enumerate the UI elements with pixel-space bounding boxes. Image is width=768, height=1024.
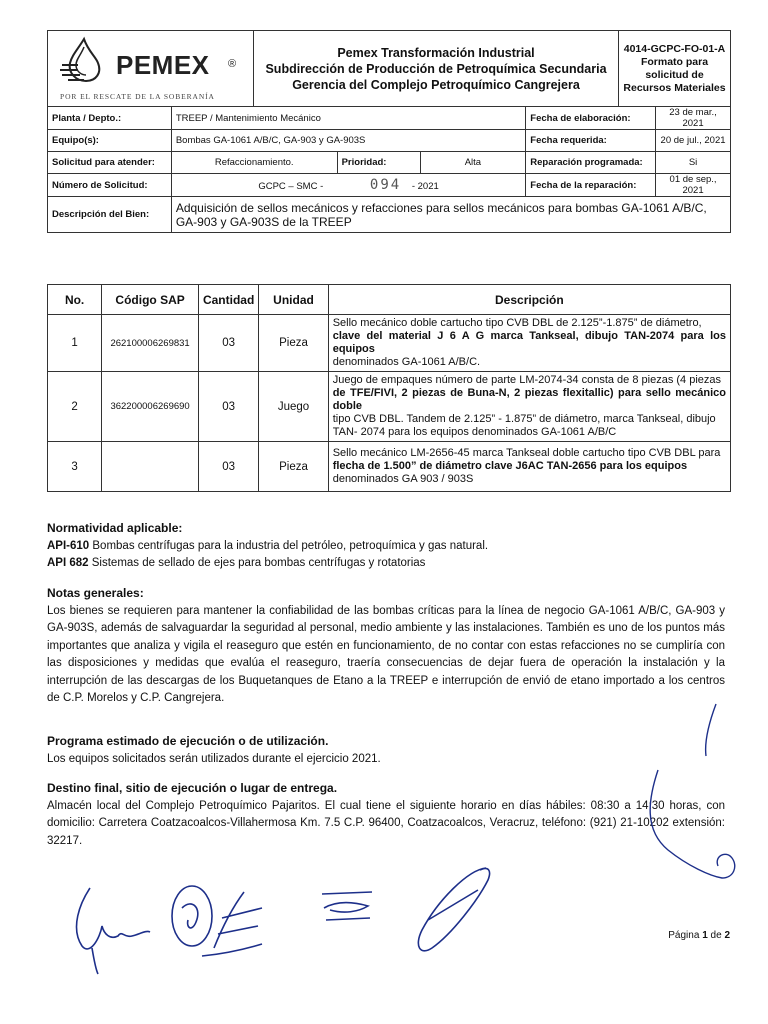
- item-sap: [102, 442, 199, 492]
- item-desc-line: Sello mecánico LM-2656-45 marca Tankseal doble cartucho tipo CVB DBL para: [332, 447, 721, 459]
- item-desc-line: denominados GA 903 / 903S: [332, 473, 474, 485]
- header-title-line3: Gerencia del Complejo Petroquímico Cangrejera: [292, 77, 580, 92]
- col-descripcion: Descripción: [328, 285, 730, 315]
- item-cantidad: 03: [198, 315, 258, 372]
- normatividad-line: [47, 538, 725, 556]
- de-label: de: [710, 930, 722, 941]
- item-desc-line: tipo CVB DBL. Tandem de 2.125” - 1.875” de diámetro, marca Tankseal, dibujo: [332, 413, 716, 425]
- item-descripcion: [328, 315, 730, 372]
- reparacion-value: Si: [656, 152, 731, 174]
- page-indicator: [668, 930, 730, 941]
- col-sap: Código SAP: [102, 285, 199, 315]
- col-no: No.: [48, 285, 102, 315]
- page-number: 1: [702, 930, 708, 941]
- table-row: [48, 442, 731, 492]
- descripcion-label: Descripción del Bien:: [48, 197, 172, 233]
- item-unidad: Pieza: [259, 315, 328, 372]
- equipos-label: Equipo(s):: [48, 130, 172, 152]
- logo-text: PEMEX: [116, 50, 210, 80]
- norm-code: API-610: [47, 539, 90, 552]
- logo-cell: [48, 31, 254, 107]
- numero-label: Número de Solicitud:: [48, 174, 172, 197]
- logo-slogan: POR EL RESCATE DE LA SOBERANÍA: [60, 92, 215, 101]
- solicitud-label: Solicitud para atender:: [48, 152, 172, 174]
- signature-3-icon: [318, 886, 378, 926]
- logo-registered: ®: [228, 58, 237, 70]
- fecha-elab-value: 23 de mar., 2021: [656, 107, 731, 130]
- pagina-label: Página: [668, 930, 700, 941]
- normatividad-section: [47, 520, 725, 573]
- destino-text: Almacén local del Complejo Petroquímico Pajaritos. El cual tiene el siguiente horario en días hábiles: 08:30 a 14:30 horas, con domicilio: Carretera Coatzacoalcos-Villahermosa Km. 7.5 C.P. 96400, Coatzacoalcos, Veracruz, teléfono: (921) 21-10202 extensión: 32217.: [47, 799, 725, 847]
- normatividad-title: Normatividad aplicable:: [47, 521, 183, 535]
- prioridad-value: Alta: [420, 152, 526, 174]
- numero-handwritten: 094: [369, 177, 402, 193]
- info-row-planta: [48, 107, 731, 130]
- descripcion-value: Adquisición de sellos mecánicos y refacciones para sellos mecánicos para bombas GA-1061 A/B/C, GA-903 y GA-903S de la TREEP: [171, 197, 730, 233]
- info-row-descripcion: [48, 197, 731, 233]
- header-title: [254, 31, 619, 107]
- item-no: 1: [48, 315, 102, 372]
- item-unidad: Juego: [259, 372, 328, 442]
- info-table: [47, 106, 731, 233]
- item-no: 3: [48, 442, 102, 492]
- numero-suffix: - 2021: [411, 181, 439, 192]
- signature-5-icon: [618, 700, 748, 900]
- form-desc-line3: Recursos Materiales: [623, 81, 726, 94]
- info-row-equipos: [48, 130, 731, 152]
- header-title-line2: Subdirección de Producción de Petroquímica Secundaria: [265, 61, 607, 76]
- fecha-elab-label: Fecha de elaboración:: [526, 107, 656, 130]
- form-desc-line2: solicitud de: [645, 68, 704, 81]
- signature-2-icon: [162, 878, 272, 968]
- form-desc-line1: Formato para: [640, 55, 709, 68]
- item-sap: 262100006269831: [102, 315, 199, 372]
- table-row: [48, 372, 731, 442]
- numero-value: [171, 174, 525, 197]
- fecha-req-label: Fecha requerida:: [526, 130, 656, 152]
- item-desc-line: clave del material J 6 A G marca Tankseal, dibujo TAN-2074 para los equipos: [332, 330, 726, 355]
- fecha-req-value: 20 de jul., 2021: [656, 130, 731, 152]
- programa-text: Los equipos solicitados serán utilizados durante el ejercicio 2021.: [47, 752, 381, 765]
- planta-label: Planta / Depto.:: [48, 107, 172, 130]
- numero-prefix: GCPC – SMC -: [258, 181, 324, 192]
- form-code: 4014-GCPC-FO-01-A: [623, 42, 726, 55]
- header-box: [47, 30, 731, 107]
- reparacion-label: Reparación programada:: [526, 152, 656, 174]
- norm-code: API 682: [47, 557, 89, 569]
- signature-4-icon: [408, 860, 498, 960]
- norm-text: Bombas centrífugas para la industria del petróleo, petroquímica y gas natural.: [89, 539, 489, 552]
- item-unidad: Pieza: [259, 442, 328, 492]
- prioridad-label: Prioridad:: [337, 152, 420, 174]
- item-desc-line: denominados GA-1061 A/B/C.: [332, 356, 481, 368]
- header-form-code: [619, 31, 731, 107]
- item-desc-line: de TFE/FIVI, 2 piezas de Buna-N, 2 piezas flexitallic) para sello mecánico doble: [332, 387, 726, 412]
- planta-value: TREEP / Mantenimiento Mecánico: [171, 107, 525, 130]
- item-sap: 362200006269690: [102, 372, 199, 442]
- item-descripcion: [328, 442, 730, 492]
- item-no: 2: [48, 372, 102, 442]
- col-cantidad: Cantidad: [198, 285, 258, 315]
- notas-title: Notas generales:: [47, 586, 144, 600]
- destino-title: Destino final, sitio de ejecución o lugar de entrega.: [47, 781, 338, 795]
- item-desc-line: TAN- 2074 para los equipos denominados GA-1061 A/B/C: [332, 426, 617, 438]
- item-desc-line: flecha de 1.500” de diámetro clave J6AC TAN-2656 para los equipos: [332, 460, 688, 472]
- items-header-row: [48, 285, 731, 315]
- table-row: [48, 315, 731, 372]
- col-unidad: Unidad: [259, 285, 328, 315]
- signature-1-icon: [60, 868, 160, 978]
- items-table: [47, 284, 731, 492]
- notas-text: Los bienes se requieren para mantener la confiabilidad de las bombas críticas para la línea de negocio GA-1061 A/B/C, GA-903 y GA-903S, además de salvaguardar la seguridad al personal, medio ambiente y las instalaciones. También es uno de los puntos más importantes que analiza y vigila el reaseguro que estén en funcionamiento, de no contar con estas refacciones no se cumpliría con las disposiciones y medidas que evalúa el reaseguro, traería consecuencias de dejar fuera de operación la instalación y la interrupción de las descargas de los Buquetanques de Etano a la TREEP e interrupción de envió de etano importado a los centros de C.P. Morelos y C.P. Cangrejera.: [47, 604, 725, 704]
- item-cantidad: 03: [198, 442, 258, 492]
- item-desc-line: Sello mecánico doble cartucho tipo CVB DBL de 2.125”-1.875” de diámetro,: [332, 317, 702, 329]
- info-row-solicitud: [48, 152, 731, 174]
- notas-section: [47, 585, 725, 708]
- item-descripcion: [328, 372, 730, 442]
- norm-text: Sistemas de sellado de ejes para bombas centrífugas y rotatorias: [88, 557, 426, 569]
- normatividad-line: [47, 555, 725, 573]
- fecha-rep-label: Fecha de la reparación:: [526, 174, 656, 197]
- header-title-line1: Pemex Transformación Industrial: [337, 45, 535, 60]
- info-row-numero: [48, 174, 731, 197]
- equipos-value: Bombas GA-1061 A/B/C, GA-903 y GA-903S: [171, 130, 525, 152]
- fecha-rep-value: 01 de sep., 2021: [656, 174, 731, 197]
- solicitud-value: Refaccionamiento.: [171, 152, 337, 174]
- programa-title: Programa estimado de ejecución o de utilización.: [47, 734, 329, 748]
- item-cantidad: 03: [198, 372, 258, 442]
- item-desc-line: Juego de empaques número de parte LM-2074-34 consta de 8 piezas (4 piezas: [332, 374, 722, 386]
- total-pages: 2: [724, 930, 730, 941]
